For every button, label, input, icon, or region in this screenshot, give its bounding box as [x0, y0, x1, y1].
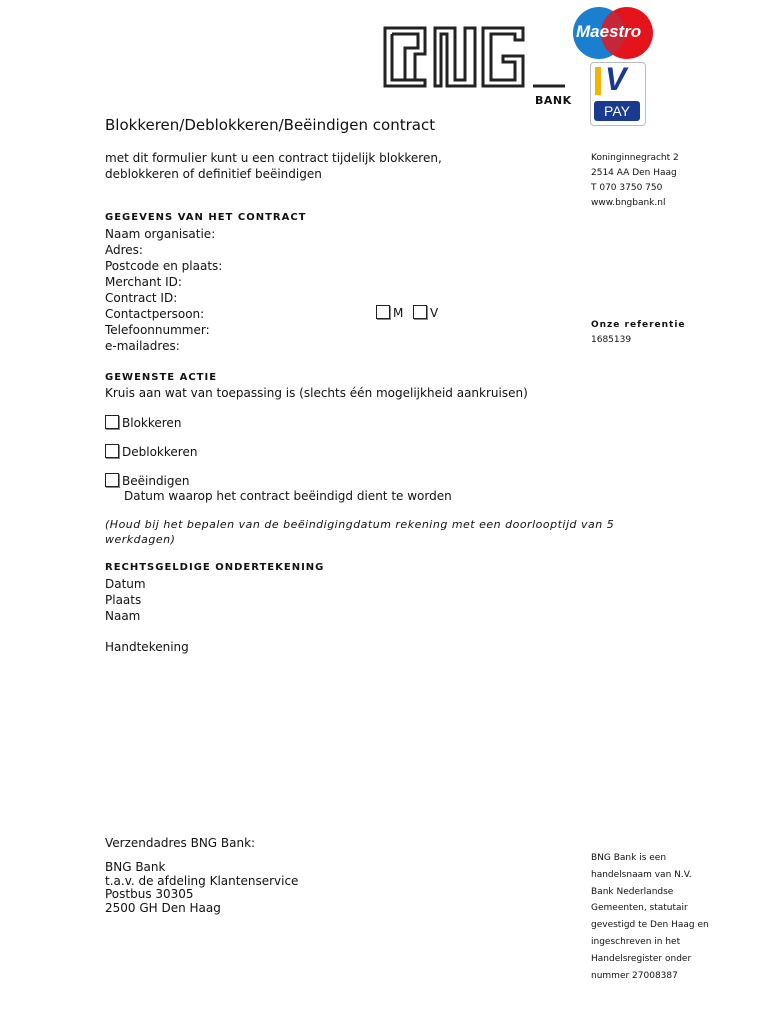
address-website: www.bngbank.nl: [591, 198, 666, 208]
signature-section-heading: RECHTSGELDIGE ONDERTEKENING: [105, 562, 325, 573]
bank-word: BANK: [535, 94, 572, 107]
address-street: Koninginnegracht 2: [591, 153, 679, 163]
checkbox-blokkeren[interactable]: [105, 415, 119, 429]
lead-time-note: [105, 517, 614, 547]
vpay-pay-text: PAY: [604, 103, 630, 119]
page-title: Blokkeren/Deblokkeren/Beëindigen contract: [105, 116, 436, 134]
legal-line: gevestigd te Den Haag en: [591, 920, 709, 931]
bng-logo-letters: [383, 22, 573, 92]
vpay-logo: [590, 62, 646, 126]
mailing-line: 2500 GH Den Haag: [105, 900, 221, 915]
legal-line: handelsnaam van N.V.: [591, 869, 692, 880]
field-contactpersoon: Contactpersoon:: [105, 307, 205, 321]
mailing-label: Verzendadres BNG Bank:: [105, 836, 256, 850]
note-line: (Houd bij het bepalen van de beëindigingdatum rekening met een doorlooptijd van 5: [105, 518, 615, 531]
field-plaats: Plaats: [105, 593, 142, 607]
checkbox-m[interactable]: [376, 305, 390, 319]
legal-line: Gemeenten, statutair: [591, 903, 688, 914]
field-emailadres: e-mailadres:: [105, 339, 180, 353]
mailing-line: Postbus 30305: [105, 887, 194, 901]
bank-address-block: [591, 151, 679, 211]
field-datum: Datum: [105, 577, 146, 591]
bng-logo: [383, 22, 573, 112]
vpay-pay-band: [594, 101, 640, 121]
checkbox-beeindigen[interactable]: [105, 473, 119, 487]
field-adres: Adres:: [105, 243, 143, 257]
field-merchant-id: Merchant ID:: [105, 275, 182, 289]
intro-line: met dit formulier kunt u een contract tijdelijk blokkeren,: [105, 151, 442, 165]
action-section-heading: GEWENSTE ACTIE: [105, 372, 218, 383]
field-naam: Naam: [105, 609, 141, 623]
vpay-yellow-stripe: [595, 67, 601, 95]
legal-line: Bank Nederlandse: [591, 886, 674, 897]
intro-text: [105, 150, 442, 182]
note-line: werkdagen): [105, 533, 176, 546]
field-naam-organisatie: Naam organisatie:: [105, 227, 216, 241]
end-date-label: Datum waarop het contract beëindigd dient te worden: [124, 489, 452, 503]
legal-line: nummer 27008387: [591, 970, 678, 981]
address-phone: T 070 3750 750: [591, 183, 663, 193]
signature-fields: [105, 576, 146, 624]
checkbox-deblokkeren[interactable]: [105, 444, 119, 458]
option-beeindigen-label: Beëindigen: [122, 474, 190, 488]
legal-footer-note: [591, 850, 709, 984]
legal-line: Handelsregister onder: [591, 953, 692, 964]
mailing-address: [105, 861, 298, 915]
legal-line: ingeschreven in het: [591, 936, 681, 947]
intro-line: deblokkeren of definitief beëindigen: [105, 167, 322, 181]
contract-section-heading: GEGEVENS VAN HET CONTRACT: [105, 212, 307, 223]
maestro-logo: [572, 6, 654, 60]
reference-label: Onze referentie: [591, 320, 686, 330]
contract-fields: [105, 226, 222, 354]
checkbox-v[interactable]: [413, 305, 427, 319]
vpay-v: V: [605, 62, 627, 97]
address-city: 2514 AA Den Haag: [591, 168, 677, 178]
mailing-line: t.a.v. de afdeling Klantenservice: [105, 873, 299, 888]
option-blokkeren-label: Blokkeren: [122, 416, 182, 430]
signature-label: Handtekening: [105, 640, 189, 654]
field-contract-id: Contract ID:: [105, 291, 178, 305]
checkbox-m-label: M: [393, 306, 404, 320]
action-instruction: Kruis aan wat van toepassing is (slechts één mogelijkheid aankruisen): [105, 386, 528, 400]
checkbox-v-label: V: [430, 306, 439, 320]
field-telefoonnummer: Telefoonnummer:: [105, 323, 210, 337]
maestro-text: Maestro: [576, 22, 642, 41]
option-deblokkeren-label: Deblokkeren: [122, 445, 198, 459]
field-postcode-plaats: Postcode en plaats:: [105, 259, 223, 273]
reference-value: 1685139: [591, 335, 632, 345]
legal-line: BNG Bank is een: [591, 853, 667, 863]
mailing-line: BNG Bank: [105, 860, 166, 874]
